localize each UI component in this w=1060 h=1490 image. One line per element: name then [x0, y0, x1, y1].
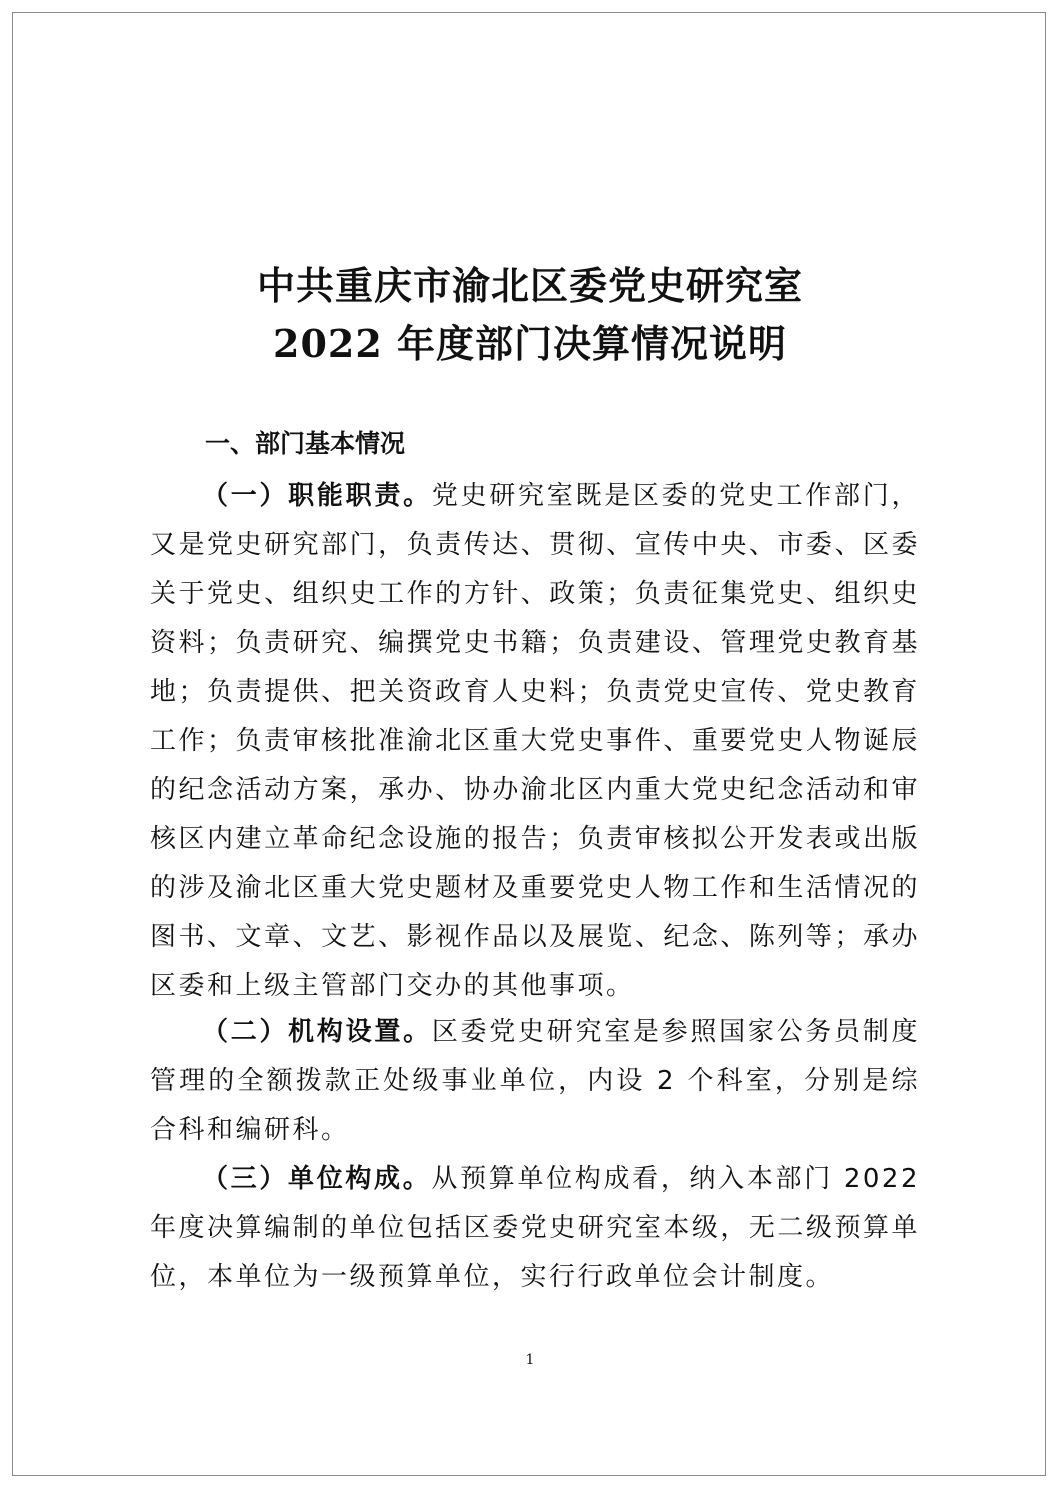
paragraph-functions-text: 党史研究室既是区委的党史工作部门，又是党史研究部门，负责传达、贯彻、宣传中央、市委、区委关于党史、组织史工作的方针、政策；负责征集党史、组织史资料；负责研究、编撰党史书籍；负责建设、管理党史教育基地；负责提供、把关资政育人史料；负责党史宣传、党史教育工作；负责审核批准渝北区重大党史事件、重要党史人物诞辰的纪念活动方案，承办、协办渝北区内重大党史纪念活动和审核区内建立革命纪念设施的报告；负责审核拟公开发表或出版的涉及渝北区重大党史题材及重要党史人物工作和生活情况的图书、文章、文艺、影视作品以及展览、纪念、陈列等；承办区委和上级主管部门交办的其他事项。: [150, 481, 920, 1001]
paragraph-composition-text: 从预算单位构成看，纳入本部门 2022 年度决算编制的单位包括区委党史研究室本级，无二级预算单位，本单位为一级预算单位，实行行政单位会计制度。: [150, 1164, 920, 1292]
paragraph-composition: [150, 1155, 920, 1302]
paragraph-functions: [150, 472, 920, 1011]
paragraph-composition-lead: （三）单位构成。: [202, 1164, 432, 1194]
paragraph-organization: [150, 1008, 920, 1155]
document-title-line2: 2022 年度部门决算情况说明: [273, 321, 787, 366]
paragraph-functions-lead: （一）职能职责。: [202, 481, 432, 511]
document-title-line1: 中共重庆市渝北区委党史研究室: [256, 263, 803, 308]
page-number: 1: [525, 1352, 535, 1368]
paragraph-organization-text: 区委党史研究室是参照国家公务员制度管理的全额拨款正处级事业单位，内设 2 个科室，分别是综合科和编研科。: [150, 1017, 920, 1145]
paragraph-organization-lead: （二）机构设置。: [202, 1017, 432, 1047]
section1-heading: 一、部门基本情况: [205, 429, 406, 458]
